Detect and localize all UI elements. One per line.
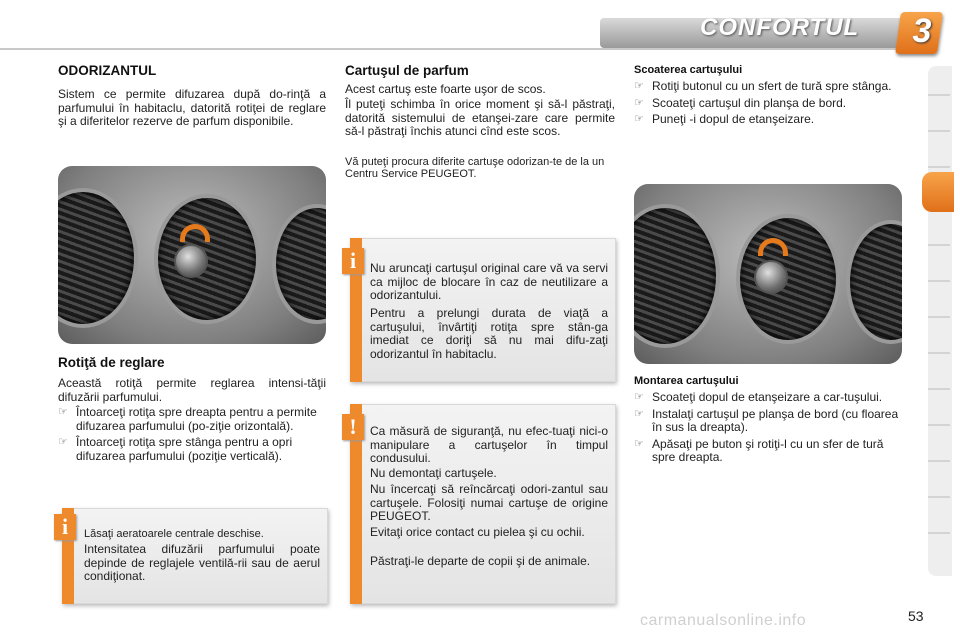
chapter-title: CONFORTUL	[700, 14, 860, 41]
cartridge-p2: Îl puteţi schimba în orice moment şi să-l păstraţi, datorită sistemului de etanşei-zare care permite să-l păstraţi închis atunci cînd este scos.	[345, 97, 615, 138]
chapter-tab[interactable]	[928, 532, 950, 534]
cartridge-removal-photo	[634, 184, 902, 364]
chapter-number: 3	[912, 12, 932, 50]
warning-p5: Păstraţi-le departe de copii şi de animale.	[370, 554, 591, 568]
air-vent-center	[736, 214, 840, 344]
warning-p2: Nu demontaţi cartuşele.	[370, 466, 497, 480]
list-item: ☞ Rotiţi butonul cu un sfert de tură spre stânga.	[634, 79, 892, 93]
chapter-tab[interactable]	[928, 244, 950, 246]
hand-pointer-icon: ☞	[58, 406, 68, 418]
air-vent-left	[634, 204, 720, 348]
chapter-tab[interactable]	[928, 166, 950, 168]
chapter-tab[interactable]	[928, 460, 950, 462]
warning-icon: !	[342, 414, 364, 440]
hand-pointer-icon: ☞	[58, 436, 68, 448]
warning-p3: Nu încercaţi să reîncărcaţi odori-zantul sau cartuşele. Folosiţi numai cartuşe de origine PEUGEOT.	[370, 482, 608, 523]
mount-bullets	[634, 391, 906, 468]
section-heading-cartridge: Cartuşul de parfum	[345, 63, 469, 78]
list-item: ☞ Întoarceţi rotiţa spre stânga pentru a opri difuzarea parfumului (poziţie verticală).	[58, 435, 293, 463]
section-heading-knob: Rotiţă de reglare	[58, 355, 165, 370]
knob-bullets	[58, 406, 326, 466]
chapter-tab-active[interactable]	[922, 172, 954, 212]
header-divider	[0, 48, 910, 50]
chapter-tab[interactable]	[928, 316, 950, 318]
chapter-tabs	[928, 66, 952, 576]
hand-pointer-icon: ☞	[634, 407, 644, 420]
section-heading-mount: Montarea cartuşului	[634, 375, 739, 387]
chapter-tab[interactable]	[928, 352, 950, 354]
knob-intro: Această rotiţă permite reglarea intensi-tăţii difuzării parfumului.	[58, 376, 326, 404]
air-vent-left	[58, 188, 138, 328]
air-vent-right	[272, 204, 326, 324]
info-icon: i	[342, 248, 364, 274]
info-icon: i	[54, 514, 76, 540]
vent-knob-photo	[58, 166, 326, 344]
remove-bullets	[634, 80, 906, 130]
hand-pointer-icon: ☞	[634, 96, 644, 109]
section-heading-remove: Scoaterea cartuşului	[634, 64, 743, 76]
warning-p4: Evitaţi orice contact cu pielea şi cu ochii.	[370, 525, 585, 539]
warning-p1: Ca măsură de siguranţă, nu efec-tuaţi nici-o manipulare a cartuşelor în timpul condusului.	[370, 424, 608, 465]
section-heading-odorizant: ODORIZANTUL	[58, 63, 157, 78]
hand-pointer-icon: ☞	[634, 80, 644, 92]
chapter-tab[interactable]	[928, 496, 950, 498]
page-number: 53	[908, 608, 924, 624]
air-vent-right	[846, 220, 902, 344]
chapter-tab[interactable]	[928, 424, 950, 426]
chapter-tab[interactable]	[928, 94, 950, 96]
chapter-tab[interactable]	[928, 130, 950, 132]
adjustment-knob	[174, 244, 208, 278]
cartridge-knob	[754, 260, 788, 294]
cartridge-p1: Acest cartuş este foarte uşor de scos.	[345, 82, 546, 96]
cartridge-p3: Vă puteţi procura diferite cartuşe odorizan-te de la un Centru Service PEUGEOT.	[345, 156, 605, 180]
info-cartridge-p2: Pentru a prelungi durata de viaţă a cartuşului, învârtiţi rotiţa spre stân-ga imediat ce doriţi să nu mai difu-zaţi odorizantul în habitaclu.	[370, 306, 608, 361]
hand-pointer-icon: ☞	[634, 391, 644, 403]
info-vents-line2: Intensitatea difuzării parfumului poate depinde de reglajele ventilă-rii sau de aerul condiţionat.	[84, 542, 320, 583]
watermark: carmanualsonline.info	[640, 612, 807, 629]
hand-pointer-icon: ☞	[634, 113, 644, 125]
list-item: ☞ Scoateţi cartuşul din planşa de bord.	[634, 95, 847, 110]
hand-pointer-icon: ☞	[634, 437, 644, 450]
info-cartridge-p1: Nu aruncaţi cartuşul original care vă va servi ca mijloc de blocare în caz de neutilizare a odorizantului.	[370, 261, 608, 302]
list-item: ☞ Apăsaţi pe buton şi rotiţi-l cu un sfer de tură spre dreapta.	[634, 436, 884, 464]
chapter-tab[interactable]	[928, 280, 950, 282]
list-item: ☞ Scoateţi dopul de etanşeizare a car-tuşului.	[634, 390, 883, 404]
list-item: ☞ Instalaţi cartuşul pe planşa de bord (cu floarea în sus la dreapta).	[634, 406, 899, 434]
chapter-tab[interactable]	[928, 388, 950, 390]
info-vents-line1: Lăsaţi aeratoarele centrale deschise.	[84, 528, 264, 540]
list-item: ☞ Puneţi -i dopul de etanşeizare.	[634, 112, 815, 126]
odorizant-intro: Sistem ce permite difuzarea după do-rinţă a parfumului în habitaclu, datorită rotiţei de reglare şi a diferitelor rezerve de parfum disponibile.	[58, 87, 326, 128]
list-item: ☞ Întoarceţi rotiţa spre dreapta pentru a permite difuzarea parfumului (po-ziţie orizontală).	[58, 405, 317, 433]
